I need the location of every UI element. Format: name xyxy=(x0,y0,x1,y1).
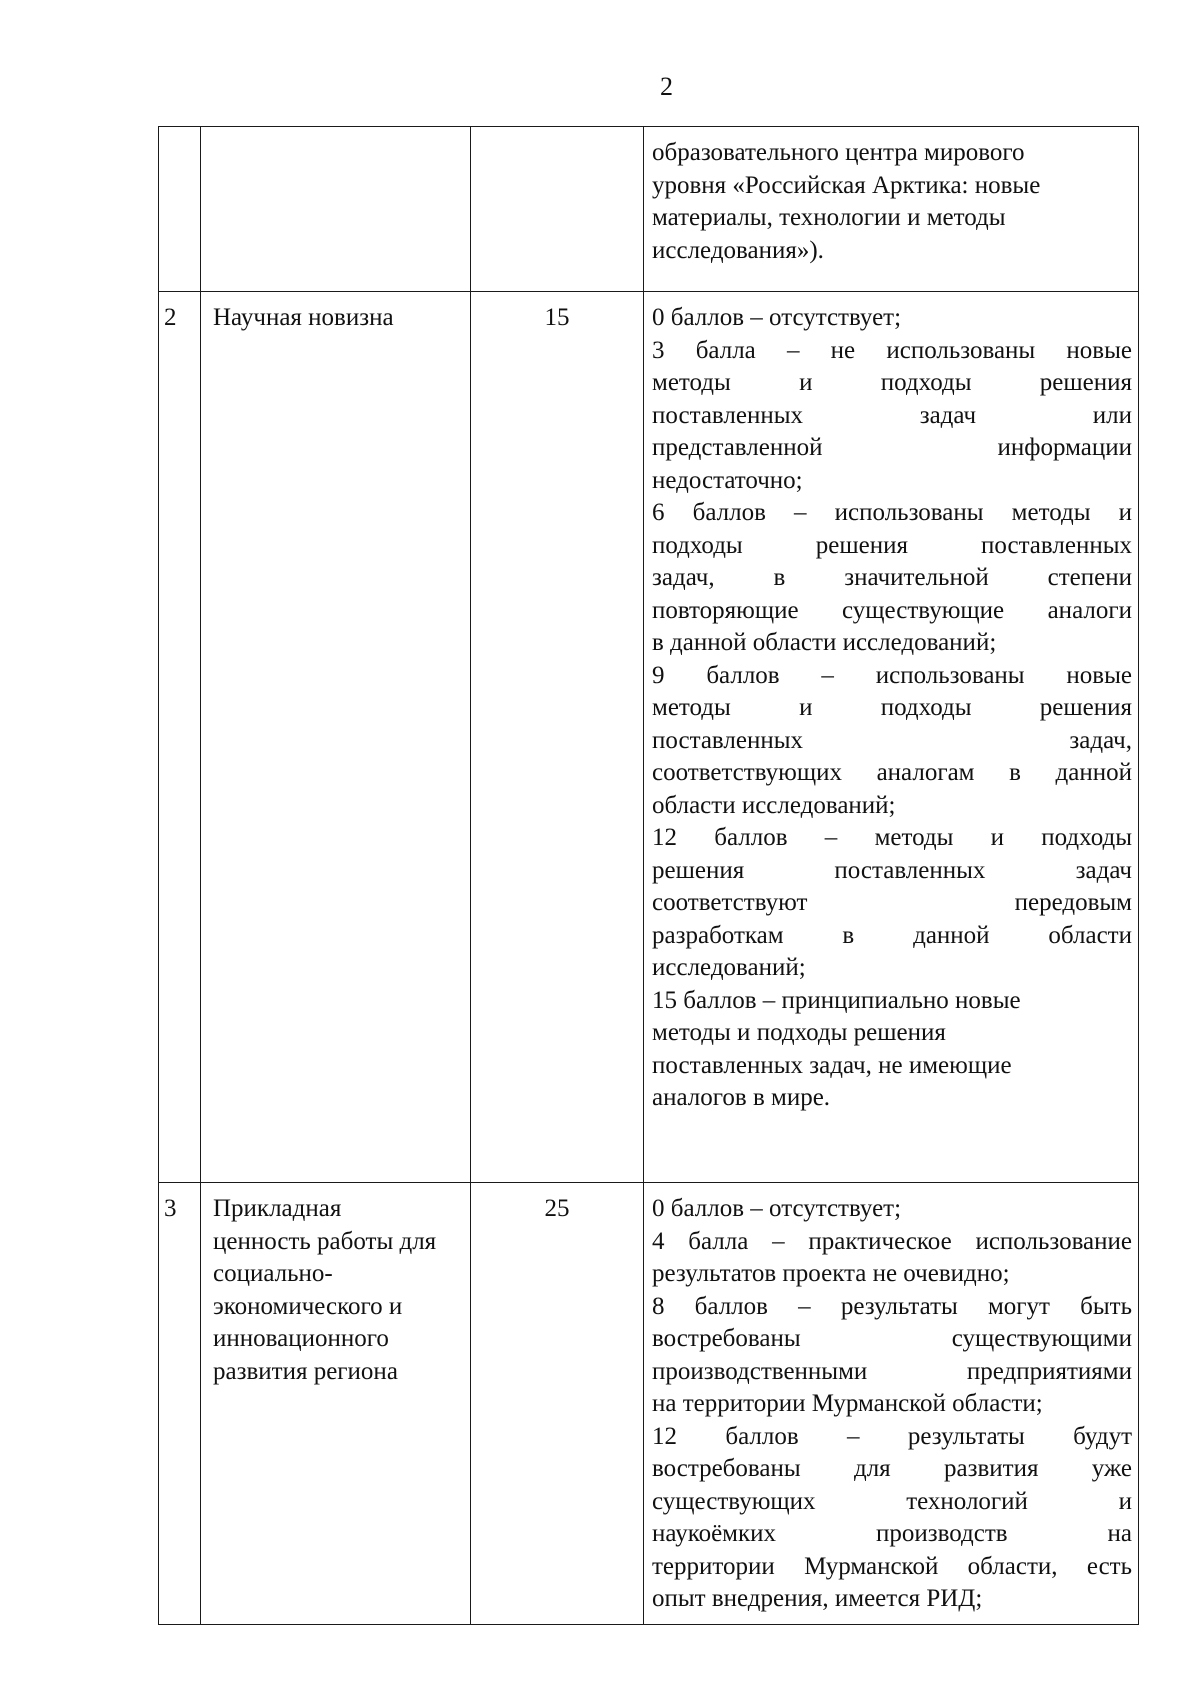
table-row-scientific-novelty xyxy=(159,292,1139,1183)
description-line: исследования»). xyxy=(652,236,824,264)
criterion-name-line: развития региона xyxy=(213,1357,398,1385)
row-number-cell xyxy=(159,127,201,292)
description-line: поставленных задач, не имеющие xyxy=(652,1051,1012,1079)
criterion-name-line: Прикладная xyxy=(213,1195,342,1222)
scoring-description-cell xyxy=(644,292,1139,1183)
description-line: производственными предприятиями xyxy=(652,1357,1132,1385)
scoring-description-cell xyxy=(644,1183,1139,1625)
description-line: опыт внедрения, имеется РИД; xyxy=(652,1585,983,1612)
description-line: 12 баллов – результаты будут xyxy=(652,1422,1132,1450)
description-line: недостаточно; xyxy=(652,466,803,494)
description-line: задач, в значительной степени xyxy=(652,564,1132,591)
description-line: уровня «Российская Арктика: новые xyxy=(652,171,1041,199)
description-line: решения поставленных задач xyxy=(652,856,1132,884)
description-line: разработкам в данной области xyxy=(652,921,1132,949)
criteria-table xyxy=(158,126,1139,1625)
description-line: востребованы существующими xyxy=(652,1325,1132,1352)
description-line: 0 баллов – отсутствует; xyxy=(652,304,902,331)
table-row-continuation xyxy=(159,127,1139,292)
table-row-applied-value xyxy=(159,1183,1139,1625)
description-line: методы и подходы решения xyxy=(652,694,1132,721)
description-line: повторяющие существующие аналоги xyxy=(652,596,1132,624)
description-line: 9 баллов – использованы новые xyxy=(652,661,1132,689)
max-score-cell: 15 xyxy=(471,292,644,1183)
criterion-name-cell xyxy=(201,1183,471,1625)
description-line: соответствуют передовым xyxy=(652,889,1132,916)
description-line: образовательного центра мирового xyxy=(652,139,1025,166)
description-line: 3 балла – не использованы новые xyxy=(652,336,1132,364)
description-line: аналогов в мире. xyxy=(652,1084,831,1111)
criterion-name-line: ценность работы для xyxy=(213,1227,437,1255)
description-line: 4 балла – практическое использование xyxy=(652,1227,1132,1255)
description-line: подходы решения поставленных xyxy=(652,531,1132,559)
description-line: поставленных задач или xyxy=(652,401,1132,429)
criterion-name-line: инновационного xyxy=(213,1325,389,1352)
description-line: востребованы для развития уже xyxy=(652,1455,1132,1482)
page-number: 2 xyxy=(660,72,673,101)
description-line: результатов проекта не очевидно; xyxy=(652,1260,1010,1287)
max-score-cell: 25 xyxy=(471,1183,644,1625)
description-line: представленной информации xyxy=(652,434,1132,461)
scoring-description-cell xyxy=(644,127,1139,292)
description-line: в данной области исследований; xyxy=(652,629,997,656)
description-line: наукоёмких производств на xyxy=(652,1520,1132,1547)
description-line: 0 баллов – отсутствует; xyxy=(652,1195,902,1222)
description-line: исследований; xyxy=(652,954,806,981)
description-line: 8 баллов – результаты могут быть xyxy=(652,1292,1132,1320)
description-line: области исследований; xyxy=(652,791,896,819)
max-score-cell xyxy=(471,127,644,292)
description-line: на территории Мурманской области; xyxy=(652,1390,1043,1417)
description-line: соответствующих аналогам в данной xyxy=(652,759,1132,786)
description-line: 15 баллов – принципиально новые xyxy=(652,986,1021,1014)
description-line: существующих технологий и xyxy=(652,1487,1132,1515)
description-line: поставленных задач, xyxy=(652,726,1132,754)
description-line: методы и подходы решения xyxy=(652,369,1132,396)
description-line: 6 баллов – использованы методы и xyxy=(652,499,1132,526)
description-line: 12 баллов – методы и подходы xyxy=(652,824,1132,851)
criterion-name-cell xyxy=(201,127,471,292)
criterion-name-line: социально- xyxy=(213,1260,333,1287)
description-line: материалы, технологии и методы xyxy=(652,204,1006,231)
row-number-cell: 3 xyxy=(159,1183,201,1625)
criterion-name-line: экономического и xyxy=(213,1292,403,1320)
description-line: территории Мурманской области, есть xyxy=(652,1552,1132,1580)
description-line: методы и подходы решения xyxy=(652,1019,946,1046)
row-number-cell: 2 xyxy=(159,292,201,1183)
criterion-name-cell xyxy=(201,292,471,1183)
criterion-name-line: Научная новизна xyxy=(213,304,394,331)
